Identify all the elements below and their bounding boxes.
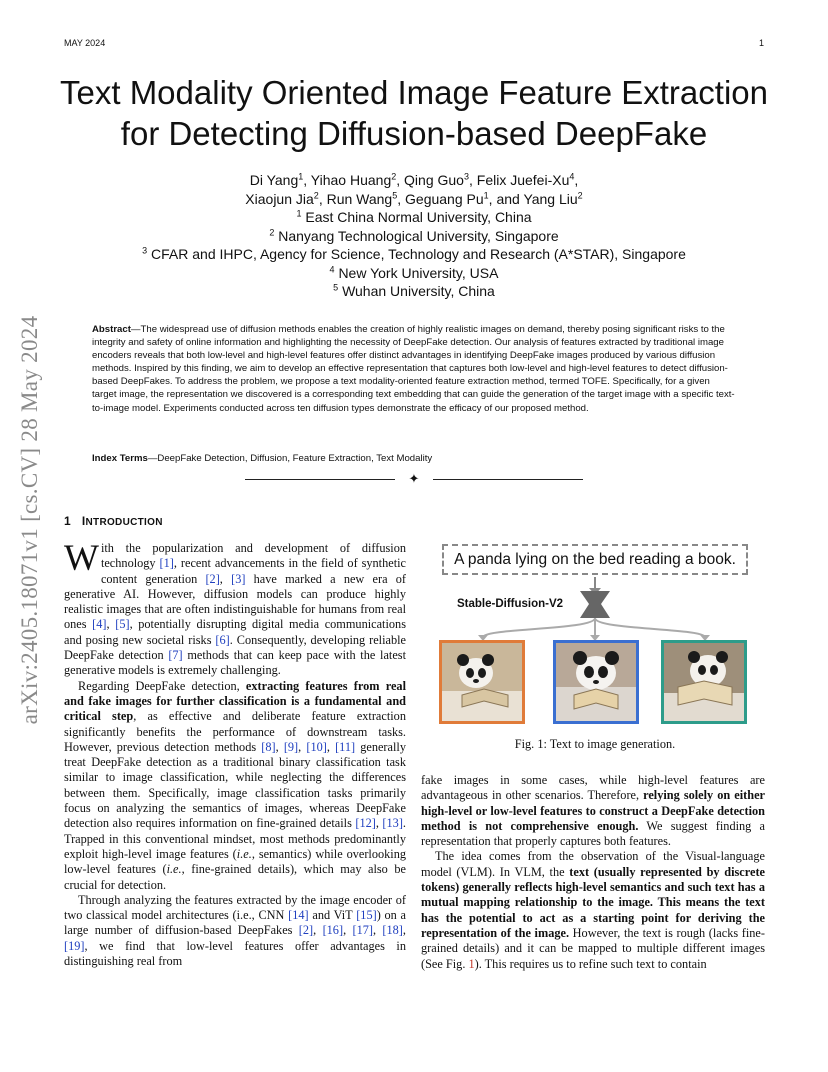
author-sup: 5: [392, 189, 398, 200]
citation-link[interactable]: [3]: [231, 571, 246, 586]
author-name: Yihao Huang: [310, 172, 392, 188]
dropcap: W: [64, 538, 99, 579]
affiliation: $^3$ CFAR and IHPC, Agency for Science, Technology and Research (A*STAR), Singapore: [142, 245, 686, 262]
citation-link[interactable]: [7]: [168, 648, 183, 663]
paragraph-2: Regarding DeepFake detection, extracting features from real and fake images for further classification is a fundamental and critical step, as effective and deliberate feature extraction significantly benefits the performance of downstream tasks. However, previous detection methods [8], [9], [10], [11] generally treat DeepFake detection as a traditional binary classification task similar to image classification, while neglecting the differences between them. Specifically, image classification tasks primarily focus on analyzing the semantics of images, whereas DeepFake detection also requires information on fine-grained details [12], [13]. Trapped in this conventional mindset, most methods predominantly exploit high-level image features (i.e., semantics) while overlooking low-level features (i.e., fine-grained details), which may also be crucial for detection.: [64, 678, 406, 892]
divider-star-icon: ✦: [408, 471, 420, 486]
header-date: MAY 2024: [64, 38, 106, 48]
author-name: Di Yang: [249, 172, 299, 188]
index-terms-text: —DeepFake Detection, Diffusion, Feature Extraction, Text Modality: [147, 453, 433, 464]
model-label: Stable-Diffusion-V2: [457, 598, 564, 610]
citation-link[interactable]: [11]: [335, 739, 356, 754]
generated-image-1: [439, 640, 525, 724]
title-line-2: for Detecting Diffusion-based DeepFake: [120, 115, 708, 152]
citation-link[interactable]: [18]: [382, 923, 403, 938]
page-number: 1: [758, 38, 764, 48]
author-sup: 2: [577, 189, 583, 200]
affiliation: $^2$ Nanyang Technological University, Singapore: [269, 226, 559, 244]
citation-link[interactable]: [19]: [64, 938, 85, 953]
citation-link[interactable]: [2]: [205, 571, 220, 586]
citation-link[interactable]: [15]: [356, 908, 377, 923]
section-title-first: I: [81, 514, 86, 528]
affiliation: $^4$ New York University, USA: [329, 263, 499, 281]
citation-link[interactable]: [2]: [298, 923, 314, 938]
affiliation: $^1$ East China Normal University, China: [296, 208, 532, 225]
author-name: Yang Liu: [523, 190, 578, 207]
title-line-1: Text Modality Oriented Image Feature Extraction: [60, 74, 768, 111]
citation-link[interactable]: [1]: [159, 556, 174, 571]
running-header: [64, 38, 764, 48]
paragraph-vlm: The idea comes from the observation of the Visual-language model (VLM). In VLM, the text (usually represented by discrete tokens) generally reflects high-level semantics and such text has a mutual mapping relationship to the image. This means the text has the potential to act as a starting point for deriving the representation of the image. However, the text is rough (lacks fine-grained details) and it can be mapped to multiple different images (See Fig. 1). This requires us to refine such text to contain: [421, 849, 765, 971]
author-block: [40, 171, 788, 301]
author-sup: 1: [483, 189, 489, 200]
left-column: [64, 538, 406, 969]
author-sup: 3: [463, 171, 469, 182]
author-name: Xiaojun Jia: [245, 190, 314, 207]
author-sup: 2: [391, 171, 397, 182]
prompt-text: A panda lying on the bed reading a book.: [454, 550, 736, 568]
author-sup: 1: [298, 171, 304, 182]
arxiv-stamp-text: arXiv:2405.18071v1 [cs.CV] 28 May 2024: [17, 315, 42, 725]
arxiv-stamp: [0, 280, 60, 760]
figure-1: [425, 540, 765, 760]
author-name: Felix Juefei-Xu: [476, 172, 570, 188]
figure-caption: Fig. 1: Text to image generation.: [514, 737, 676, 751]
figure-link[interactable]: 1: [468, 956, 475, 971]
author-line-2: Xiaojun Jia$^2$, Run Wang$^5$, Geguang Pu$^1$, and Yang Liu$^2$: [245, 189, 583, 207]
generated-image-2: [553, 640, 639, 724]
author-name: Qing Guo: [404, 172, 464, 188]
section-divider: [245, 472, 583, 486]
author-sup: 2: [313, 189, 319, 200]
citation-link[interactable]: [16]: [322, 923, 344, 938]
author-line-1: Di Yang$^1$, Yihao Huang$^2$, Qing Guo$^3$, Felix Juefei-Xu$^4$,: [249, 171, 579, 188]
author-name: Geguang Pu: [405, 190, 484, 207]
citation-link[interactable]: [17]: [352, 923, 373, 938]
citation-link[interactable]: [9]: [283, 739, 299, 754]
author-and: and: [496, 190, 520, 207]
author-sup: 4: [569, 171, 575, 182]
citation-link[interactable]: [6]: [215, 632, 230, 647]
prompt-box: [442, 544, 748, 575]
citation-link[interactable]: [12]: [355, 816, 376, 831]
paragraph-continued: fake images in some cases, while high-level features are advantageous in other scenarios. Therefore, relying solely on either high-level or low-level features to construct a DeepFake detection method is not comprehensive enough. We suggest finding a representation that properly captures both features.: [421, 773, 765, 849]
abstract: [92, 323, 736, 415]
generated-image-3: [661, 640, 747, 724]
author-name: Run Wang: [326, 190, 393, 207]
citation-link[interactable]: [14]: [288, 908, 309, 923]
citation-link[interactable]: [5]: [115, 617, 130, 632]
section-heading: [64, 514, 163, 528]
citation-link[interactable]: [4]: [92, 617, 107, 632]
right-column: [421, 773, 765, 972]
paragraph-1: With the popularization and development of diffusion technology [1], recent advancements in the field of synthetic content generation [2], [3] have marked a new era of generative AI. However, diffusion models can produce highly realistic images that are often indistinguishable for humans from real ones [4], [5], potentially disrupting digital media communications and posing new societal risks [6]. Consequently, developing reliable DeepFake detection [7] methods that can keep pace with the latest generative models is extremely challenging.: [64, 538, 406, 678]
section-title-rest: NTRODUCTION: [85, 517, 163, 528]
citation-link[interactable]: [8]: [261, 739, 276, 754]
citation-link[interactable]: [13]: [382, 816, 403, 831]
abstract-label: Abstract: [92, 324, 131, 335]
section-number: 1: [64, 514, 71, 528]
citation-link[interactable]: [10]: [306, 739, 327, 754]
paragraph-3: Through analyzing the features extracted by the image encoder of two classical model architectures (i.e., CNN [14] and ViT [15]) on a large number of diffusion-based DeepFakes [2], [16], [17], [18], [19], we find that low-level features offer advantages in distinguishing real from: [64, 892, 406, 969]
abstract-text: —The widespread use of diffusion methods enables the creation of highly realistic images on demand, thereby posing significant risks to the integrity and safety of online information and highlighting the necessity of DeepFake detection. Our analysis of features extracted by traditional image encoders reveals that both low-level and high-level features offer distinct advantages in identifying DeepFake images produced by various diffusion methods. Inspired by this finding, we aim to develop an effective representation that captures both low-level and high-level features to detect diffusion-based DeepFakes. To address the problem, we propose a text modality-oriented feature extraction method, termed TOFE. Specifically, for a given target image, the representation we discovered is a corresponding text embedding that can guide the generation of the target image with a specific text-to-image model. Experiments conducted across ten diffusion types demonstrate the efficacy of our proposed method.: [92, 324, 735, 414]
index-terms-label: Index Terms: [92, 453, 148, 464]
index-terms: [92, 452, 736, 465]
affiliation: $^5$ Wuhan University, China: [333, 282, 495, 299]
paper-title: [40, 72, 788, 154]
